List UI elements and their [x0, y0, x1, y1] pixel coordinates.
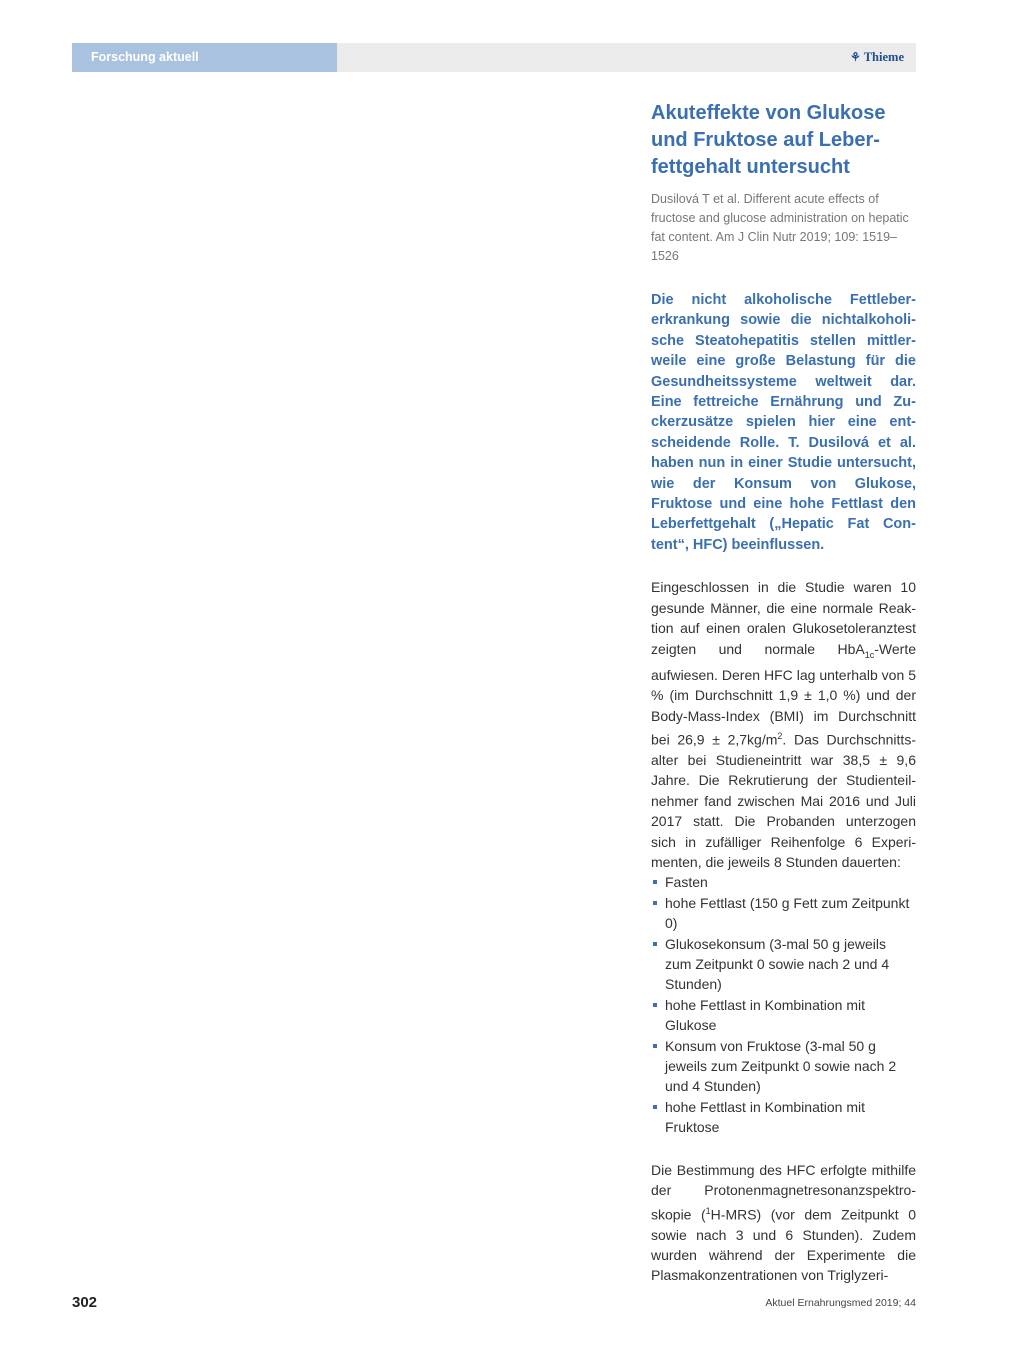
body-paragraph-2 [651, 1160, 916, 1286]
subscript: 1c [864, 649, 875, 660]
list-item [651, 893, 916, 934]
experiment-list [651, 872, 916, 1137]
list-item [651, 872, 916, 892]
list-item-text: Fasten [665, 874, 708, 891]
body-text: -Werte aufwiesen. Deren HFC lag unterhalb von 5 % (im Durchschnitt 1,9 ± 1,0 %) und der Body-Mass-Index (BMI) im Durchschnitt bei 26,9 ± 2,7kg/m [651, 640, 916, 748]
list-item-text: Glukosekonsum (3-mal 50 g jeweils zum Zeitpunkt 0 sowie nach 2 und 4 Stunden) [665, 935, 890, 993]
list-item [651, 1036, 916, 1097]
bullet-icon [653, 880, 657, 884]
header-bar [337, 43, 916, 72]
body-text: Die Bestimmung des HFC erfolgte mithilfe der Protonenmagnetresonanzspektroskopie ( [651, 1161, 916, 1223]
list-item-text: hohe Fettlast in Kombination mit Glukose [665, 996, 865, 1034]
bullet-icon [653, 901, 657, 905]
body-text: Eingeschlossen in die Studie waren 10 gesunde Männer, die eine normale Reaktion auf einen oralen Glukosetoleranztest zeigten und normale HbA [651, 579, 916, 657]
thieme-logo-icon: ⚘ [849, 50, 861, 64]
list-item-text: Konsum von Fruktose (3-mal 50 g jeweils zum Zeitpunkt 0 sowie nach 2 und 4 Stunden) [665, 1037, 897, 1095]
superscript: 1 [705, 1205, 711, 1216]
article-lead: Die nicht alkoholische Fettlebererkrankung sowie die nichtalkoholische Steatohepatitis stellen mittlerweile eine große Belastung für die Gesundheitssysteme weltweit dar. Eine fettreiche Ernährung und Zuckerzusätze spielen hier eine entscheidende Rolle. T. Dusilová et al. haben nun in einer Studie untersucht, wie der Konsum von Glukose, Fruktose und eine hohe Fettlast den Leberfettgehalt („Hepatic Fat Content“, HFC) beeinflussen. [651, 292, 916, 553]
journal-reference: Aktuel Ernahrungsmed 2019; 44 [765, 1297, 916, 1309]
body-text: . Das Durchschnittsalter bei Studieneintritt war 38,5 ± 9,6 Jahre. Die Rekrutierung der Studienteilnehmer fand zwischen Mai 2016 und Juli 2017 statt. Die Probanden unterzogen sich in zufälliger Reihenfolge 6 Experimenten, die jeweils 8 Stunden dauerten: [651, 731, 916, 871]
bullet-icon [653, 1003, 657, 1007]
body-text: H-MRS) (vor dem Zeitpunkt 0 sowie nach 3 und 6 Stunden). Zudem wurden während der Experimente die Plasmakonzentrationen von Triglyzeri- [651, 1206, 916, 1284]
body-paragraph-1 [651, 577, 916, 872]
publisher-name: Thieme [863, 50, 904, 64]
bullet-icon [653, 1044, 657, 1048]
list-item [651, 934, 916, 995]
bullet-icon [653, 942, 657, 946]
list-item [651, 1097, 916, 1138]
section-label: Forschung aktuell [91, 50, 199, 64]
list-item-text: hohe Fettlast (150 g Fett zum Zeitpunkt 0) [665, 894, 910, 932]
list-item-text: hohe Fettlast in Kombination mit Fruktose [665, 1098, 865, 1136]
article-title: Akuteffekte von Glukose und Fruktose auf Leber-fettgehalt untersucht [651, 102, 886, 178]
section-header [72, 43, 337, 72]
bullet-icon [653, 1105, 657, 1109]
superscript: 2 [777, 730, 783, 741]
article-column [651, 100, 916, 1286]
publisher-logo [850, 43, 904, 72]
article-citation: Dusilová T et al. Different acute effects of fructose and glucose administration on hepatic fat content. Am J Clin Nutr 2019; 109: 1519–1526 [651, 192, 909, 263]
page-number: 302 [72, 1294, 98, 1311]
list-item [651, 995, 916, 1036]
